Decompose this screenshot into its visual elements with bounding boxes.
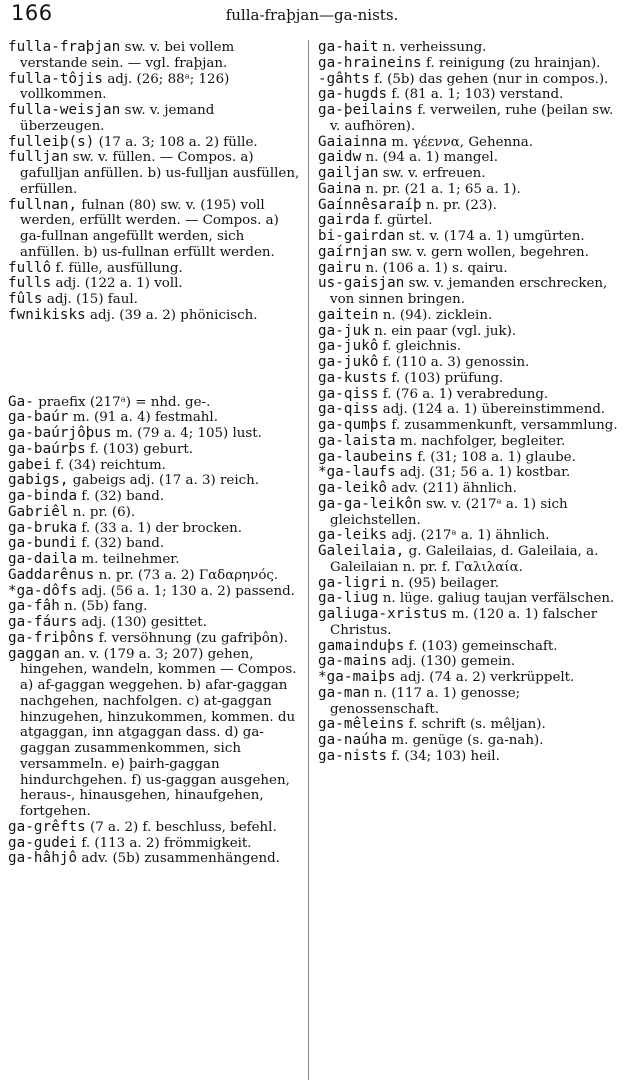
- entry-lemma: fulla-weisjan: [8, 102, 121, 118]
- dictionary-entry: [8, 521, 300, 537]
- left-column: [8, 40, 300, 867]
- dictionary-entry: [8, 851, 300, 867]
- dictionary-entry: [8, 442, 300, 458]
- entry-lemma: gabei: [8, 456, 52, 473]
- dictionary-entry: [8, 836, 300, 852]
- entry-definition: n. (95) beilager.: [387, 575, 500, 591]
- entry-definition: adj. (26; 88ᵃ; 126) vollkommen.: [20, 71, 230, 103]
- entry-definition: n. lüge. galiug taujan verfälschen.: [378, 591, 615, 607]
- entry-lemma: ga-gudei: [8, 834, 78, 851]
- entry-lemma: Galeilaia,: [318, 543, 405, 559]
- entry-definition: f. (103) gemeinschaft.: [404, 638, 558, 654]
- dictionary-entry: [318, 686, 618, 718]
- entry-definition: f. (113 a. 2) frömmigkeit.: [77, 835, 252, 851]
- entry-lemma: ga-hugds: [318, 86, 388, 103]
- entry-lemma: ga-leiks: [318, 527, 388, 544]
- dictionary-entry: [8, 261, 300, 277]
- entry-lemma: ga-fâh: [8, 598, 60, 615]
- dictionary-entry: [8, 647, 300, 820]
- entry-lemma: fwnikisks: [8, 306, 86, 323]
- dictionary-entry: [318, 544, 618, 576]
- page-number: 166: [11, 1, 53, 25]
- dictionary-entry: [318, 749, 618, 765]
- dictionary-entry: [318, 450, 618, 466]
- page-header: [0, 0, 624, 38]
- dictionary-entry: [318, 497, 618, 529]
- dictionary-entry: [318, 56, 618, 72]
- dictionary-entry: [8, 536, 300, 552]
- entry-lemma: *ga-maiþs: [318, 669, 396, 685]
- entry-definition: f. schrift (s. mêljan).: [404, 717, 546, 733]
- dictionary-entry: [8, 489, 300, 505]
- dictionary-entry: [8, 135, 300, 151]
- entry-definition: adj. (124 a. 1) übereinstimmend.: [378, 402, 606, 418]
- entry-lemma: *ga-dôfs: [8, 582, 78, 599]
- entry-lemma: -gâhts: [318, 70, 370, 87]
- entry-lemma: ga-laista: [318, 432, 396, 449]
- entry-lemma: fullnan,: [8, 196, 78, 213]
- entry-lemma: fullô: [8, 259, 52, 276]
- dictionary-entry: [318, 72, 618, 88]
- entry-definition: sw. v. gern wollen, begehren.: [387, 244, 589, 260]
- dictionary-entry: [318, 87, 618, 103]
- entry-lemma: gaírnjan: [318, 243, 388, 260]
- entry-lemma: fûls: [8, 291, 43, 307]
- entry-lemma: Gaina: [318, 180, 362, 197]
- entry-definition: n. pr. (6).: [68, 504, 136, 520]
- entry-lemma: ga-hait: [318, 39, 379, 55]
- dictionary-entry: [318, 528, 618, 544]
- entry-lemma: ga-daila: [8, 551, 78, 567]
- entry-definition: (7 a. 2) f. beschluss, befehl.: [85, 819, 277, 835]
- entry-definition: f. (34) reichtum.: [51, 457, 166, 473]
- entry-lemma: ga-kusts: [318, 369, 388, 386]
- entry-lemma: fulls: [8, 275, 52, 292]
- entry-definition: sw. v. erfreuen.: [378, 166, 486, 181]
- dictionary-entry: [318, 261, 618, 277]
- entry-definition: adj. (74 a. 2) verkrüppelt.: [395, 670, 575, 685]
- dictionary-entry: [318, 150, 618, 166]
- entry-lemma: ga-grêfts: [8, 818, 86, 835]
- entry-definition: m. γέεννα, Gehenna.: [387, 134, 533, 150]
- entry-lemma: ga-liug: [318, 590, 379, 607]
- entry-definition: n. pr. (21 a. 1; 65 a. 1).: [361, 181, 521, 197]
- entry-definition: m. (120 a. 1) falscher Christus.: [330, 607, 598, 638]
- dictionary-entry: [318, 355, 618, 371]
- dictionary-entry: [318, 639, 618, 655]
- dictionary-entry: [318, 576, 618, 592]
- dictionary-entry: [8, 150, 300, 197]
- dictionary-entry: [318, 371, 618, 387]
- entry-definition: f. fülle, ausfüllung.: [51, 260, 183, 276]
- entry-lemma: gaidw: [318, 149, 362, 166]
- entry-lemma: ga-qumþs: [318, 417, 388, 433]
- entry-lemma: galiuga-xristus: [318, 606, 448, 622]
- dictionary-entry: [318, 387, 618, 403]
- entry-definition: sw. v. füllen. — Compos. a) gafulljan anfüllen. b) us-fulljan ausfüllen, erfüllen.: [20, 150, 300, 197]
- entry-lemma: ga-fáurs: [8, 614, 78, 630]
- entry-definition: f. (32) band.: [77, 489, 165, 504]
- dictionary-entry: [318, 654, 618, 670]
- entry-lemma: ga-ligri: [318, 574, 388, 591]
- entry-definition: adj. (217ᵃ a. 1) ähnlich.: [387, 528, 550, 544]
- dictionary-entry: [318, 418, 618, 434]
- dictionary-entry: [8, 276, 300, 292]
- dictionary-entry: [318, 339, 618, 355]
- dictionary-entry: [318, 308, 618, 324]
- dictionary-entry: [318, 103, 618, 135]
- entry-definition: adj. (122 a. 1) voll.: [51, 276, 183, 292]
- entry-definition: n. pr. (23).: [421, 197, 497, 213]
- entry-definition: g. Galeilaias, d. Galeilaia, a. Galeilaian n. pr. f. Γαλιλαία.: [330, 544, 599, 575]
- entry-definition: n. pr. (73 a. 2) Γαδαρηνός.: [94, 567, 279, 583]
- entry-lemma: gairu: [318, 259, 362, 276]
- dictionary-entry: [8, 615, 300, 631]
- entry-definition: f. (33 a. 1) der brocken.: [77, 520, 243, 536]
- entry-definition: f. (31; 108 a. 1) glaube.: [413, 449, 576, 465]
- entry-definition: adv. (211) ähnlich.: [387, 481, 517, 496]
- entry-lemma: ga-binda: [8, 488, 78, 504]
- entry-lemma: gabigs,: [8, 472, 69, 489]
- dictionary-entry: [8, 552, 300, 568]
- entry-lemma: ga-baúrjôþus: [8, 425, 112, 441]
- dictionary-entry: [8, 426, 300, 442]
- entry-definition: f. versöhnung (zu gafriþôn).: [94, 630, 288, 646]
- entry-definition: f. (76 a. 1) verabredung.: [378, 386, 549, 402]
- entry-lemma: us-gaisjan: [318, 275, 405, 292]
- entry-lemma: fulljan: [8, 149, 69, 166]
- entry-definition: n. (106 a. 1) s. qairu.: [361, 260, 508, 276]
- dictionary-entry: [318, 166, 618, 182]
- dictionary-entry: [8, 584, 300, 600]
- dictionary-entry: [8, 40, 300, 72]
- entry-definition: praefix (217ᵃ) = nhd. ge-.: [33, 394, 211, 410]
- dictionary-entry: [318, 733, 618, 749]
- entry-definition: f. (34; 103) heil.: [387, 748, 500, 764]
- dictionary-entry: [318, 591, 618, 607]
- entry-lemma: ga-ga-leikôn: [318, 495, 422, 512]
- entry-lemma: gaitein: [318, 306, 379, 323]
- entry-definition: adv. (5b) zusammenhängend.: [77, 851, 280, 867]
- entry-definition: n. (94). zicklein.: [378, 307, 493, 323]
- dictionary-entry: [318, 213, 618, 229]
- dictionary-entry: [318, 434, 618, 450]
- entry-definition: f. zusammenkunft, versammlung.: [387, 418, 618, 433]
- entry-definition: f. (81 a. 1; 103) verstand.: [387, 87, 564, 103]
- dictionary-entry: [318, 481, 618, 497]
- entry-definition: m. (91 a. 4) festmahl.: [68, 410, 218, 426]
- entry-lemma: ga-bundi: [8, 535, 78, 552]
- entry-lemma: ga-bruka: [8, 519, 78, 536]
- entry-definition: m. (79 a. 4; 105) lust.: [111, 426, 262, 441]
- dictionary-entry: [318, 229, 618, 245]
- dictionary-entry: [318, 670, 618, 686]
- entry-definition: n. (5b) fang.: [59, 599, 148, 615]
- dictionary-entry: [318, 717, 618, 733]
- dictionary-entry: [8, 308, 300, 324]
- entry-lemma: gaggan: [8, 645, 60, 662]
- entry-definition: (17 a. 3; 108 a. 2) fülle.: [94, 134, 258, 150]
- entry-definition: adj. (39 a. 2) phönicisch.: [85, 307, 258, 323]
- dictionary-entry: [8, 599, 300, 615]
- entry-definition: n. verheissung.: [378, 40, 487, 55]
- entry-definition: f. verweilen, ruhe (þeilan sw. v. aufhören).: [330, 103, 614, 134]
- entry-lemma: Gabriêl: [8, 503, 69, 520]
- entry-definition: fulnan (80) sw. v. (195) voll werden, erfüllt werden. — Compos. a) ga-fullnan angefüllt werden, sich anfüllen. b) us-fullnan erfüllt werden.: [20, 197, 279, 260]
- dictionary-entry: [318, 245, 618, 261]
- entry-lemma: gamainduþs: [318, 637, 405, 654]
- entry-lemma: ga-baúr: [8, 409, 69, 426]
- dictionary-entry: [8, 568, 300, 584]
- entry-definition: n. ein paar (vgl. juk).: [369, 323, 517, 339]
- dictionary-entry: [8, 505, 300, 521]
- entry-lemma: ga-qiss: [318, 401, 379, 418]
- running-head: fulla-fraþjan—ga-nists.: [225, 6, 399, 24]
- entry-definition: f. (32) band.: [77, 536, 165, 552]
- entry-lemma: ga-man: [318, 684, 370, 701]
- dictionary-entry: [318, 465, 618, 481]
- entry-lemma: Ga-: [8, 393, 34, 410]
- entry-lemma: Gaínnêsaraíþ: [318, 196, 422, 213]
- dictionary-entry: [318, 40, 618, 56]
- entry-definition: f. gleichnis.: [378, 339, 461, 355]
- entry-definition: n. (94 a. 1) mangel.: [361, 150, 498, 166]
- entry-lemma: ga-friþôns: [8, 629, 95, 646]
- dictionary-entry: [318, 276, 618, 308]
- entry-definition: f. gürtel.: [369, 213, 433, 229]
- entry-definition: sw. v. (217ᵃ a. 1) sich gleichstellen.: [330, 496, 568, 528]
- entry-lemma: gairda: [318, 212, 370, 229]
- dictionary-entry: [318, 135, 618, 151]
- dictionary-entry: [318, 402, 618, 418]
- entry-lemma: Gaddarênus: [8, 566, 95, 583]
- entry-definition: adj. (15) faul.: [42, 292, 138, 307]
- entry-lemma: gailjan: [318, 165, 379, 181]
- dictionary-entry: [8, 458, 300, 474]
- entry-lemma: ga-laubeins: [318, 448, 414, 465]
- entry-lemma: fulleiþ(s): [8, 133, 95, 150]
- entry-definition: adj. (130) gesittet.: [77, 615, 207, 630]
- entry-definition: f. (5b) das gehen (nur in compos.).: [369, 71, 609, 87]
- dictionary-entry: [8, 820, 300, 836]
- entry-definition: st. v. (174 a. 1) umgürten.: [404, 229, 585, 244]
- entry-definition: m. genüge (s. ga-nah).: [387, 733, 544, 748]
- entry-definition: adj. (130) gemein.: [387, 654, 516, 670]
- entry-lemma: ga-hraineins: [318, 54, 422, 71]
- entry-definition: adj. (31; 56 a. 1) kostbar.: [395, 465, 571, 481]
- entry-definition: sw. v. jemand überzeugen.: [20, 103, 215, 134]
- entry-lemma: ga-mains: [318, 653, 388, 670]
- entry-lemma: *ga-laufs: [318, 464, 396, 481]
- entry-lemma: ga-leikô: [318, 480, 388, 496]
- dictionary-entry: [318, 324, 618, 340]
- entry-lemma: fulla-tôjis: [8, 70, 104, 87]
- dictionary-entry: [8, 103, 300, 135]
- entry-lemma: bi-gairdan: [318, 228, 405, 244]
- entry-lemma: ga-jukô: [318, 338, 379, 355]
- entry-lemma: ga-nists: [318, 747, 388, 764]
- entry-definition: f. (103) prüfung.: [387, 370, 504, 386]
- entry-lemma: ga-þeilains: [318, 102, 414, 118]
- entry-definition: adj. (56 a. 1; 130 a. 2) passend.: [77, 583, 295, 599]
- column-divider: [308, 40, 309, 1080]
- right-column: [318, 40, 618, 765]
- dictionary-entry: [318, 607, 618, 639]
- entry-definition: m. nachfolger, begleiter.: [395, 433, 566, 449]
- entry-definition: an. v. (179 a. 3; 207) gehen, hingehen, wandeln, kommen — Compos. a) af-gaggan weggehen. b) afar-gaggan nachgehen, nachfolgen. c) at-gaggan hinzugehen, hinzukommen, kommen. du atgaggan, inn atgaggan dass. d) ga-gaggan zusammenkommen, sich versammeln. e) þairh-gaggan hindurchgehen. f) us-gaggan ausgehen, heraus-, hinausgehen, hinaufgehen, fortgehen.: [20, 646, 297, 819]
- entry-lemma: ga-juk: [318, 322, 370, 339]
- entry-definition: f. (110 a. 3) genossin.: [378, 355, 530, 370]
- dictionary-entry: [8, 292, 300, 308]
- entry-lemma: ga-hâhjô: [8, 850, 78, 867]
- entry-lemma: ga-mêleins: [318, 716, 405, 733]
- dictionary-entry: [318, 198, 618, 214]
- entry-lemma: ga-baúrþs: [8, 440, 86, 457]
- entry-definition: f. reinigung (zu hrainjan).: [421, 55, 601, 71]
- dictionary-entry: [8, 198, 300, 261]
- entry-lemma: ga-qiss: [318, 385, 379, 402]
- entry-lemma: ga-naúha: [318, 732, 388, 748]
- entry-definition: sw. v. bei vollem verstande sein. — vgl. fraþjan.: [20, 40, 235, 71]
- entry-definition: gabeigs adj. (17 a. 3) reich.: [68, 473, 260, 489]
- entry-definition: n. (117 a. 1) genosse; genossenschaft.: [330, 685, 521, 717]
- dictionary-entry: [8, 473, 300, 489]
- entry-definition: sw. v. jemanden erschrecken, von sinnen bringen.: [330, 276, 608, 307]
- dictionary-entry: [8, 631, 300, 647]
- entry-lemma: fulla-fraþjan: [8, 39, 121, 55]
- dictionary-entry: [8, 395, 300, 411]
- dictionary-entry: [8, 410, 300, 426]
- entry-lemma: ga-jukô: [318, 354, 379, 370]
- entry-definition: f. (103) geburt.: [85, 441, 194, 457]
- entry-lemma: Gaiainna: [318, 133, 388, 150]
- entry-definition: m. teilnehmer.: [77, 552, 180, 567]
- dictionary-entry: [8, 72, 300, 104]
- dictionary-entry: [318, 182, 618, 198]
